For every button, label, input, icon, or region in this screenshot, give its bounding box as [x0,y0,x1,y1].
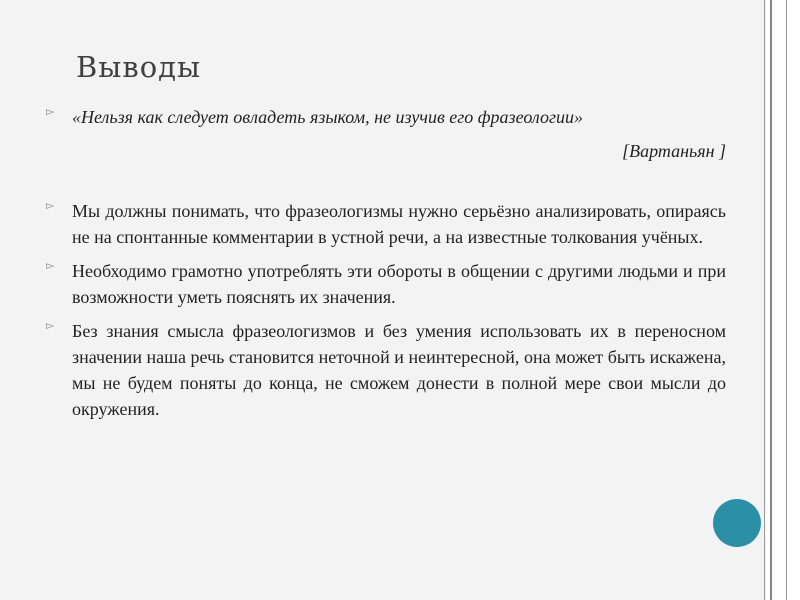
bullet-item-2 [46,258,726,310]
quote-text: «Нельзя как следует овладеть языком, не изучив его фразеологии» [72,107,583,127]
bullet-text: Без знания смысла фразеологизмов и без умения использовать их в переносном значении наша речь становится неточной и неинтересной, она может быть искажена, мы не будем поняты до конца, не сможем донести в полной мере свои мысли до окружения. [72,321,726,419]
bullet-text: Мы должны понимать, что фразеологизмы нужно серьёзно анализировать, опираясь не на спонтанные комментарии в устной речи, а на известные толкования учёных. [72,201,726,247]
hollow-arrow-bullet-icon: ▻ [46,259,55,272]
slide-title: Выводы [76,50,202,84]
slide-content [46,104,726,430]
accent-circle [713,499,761,547]
right-border-strip [772,0,786,600]
hollow-arrow-bullet-icon: ▻ [46,199,55,212]
bullet-item-3 [46,318,726,422]
quote-item [46,104,726,130]
right-border-line [764,0,765,600]
hollow-arrow-bullet-icon: ▻ [46,105,55,118]
bullet-text: Необходимо грамотно употреблять эти обороты в общении с другими людьми и при возможности уметь пояснять их значения. [72,261,726,307]
hollow-arrow-bullet-icon: ▻ [46,319,55,332]
bullet-item-1 [46,198,726,250]
quote-author: [Вартаньян ] [622,141,726,161]
right-border-outer-line [786,0,787,600]
